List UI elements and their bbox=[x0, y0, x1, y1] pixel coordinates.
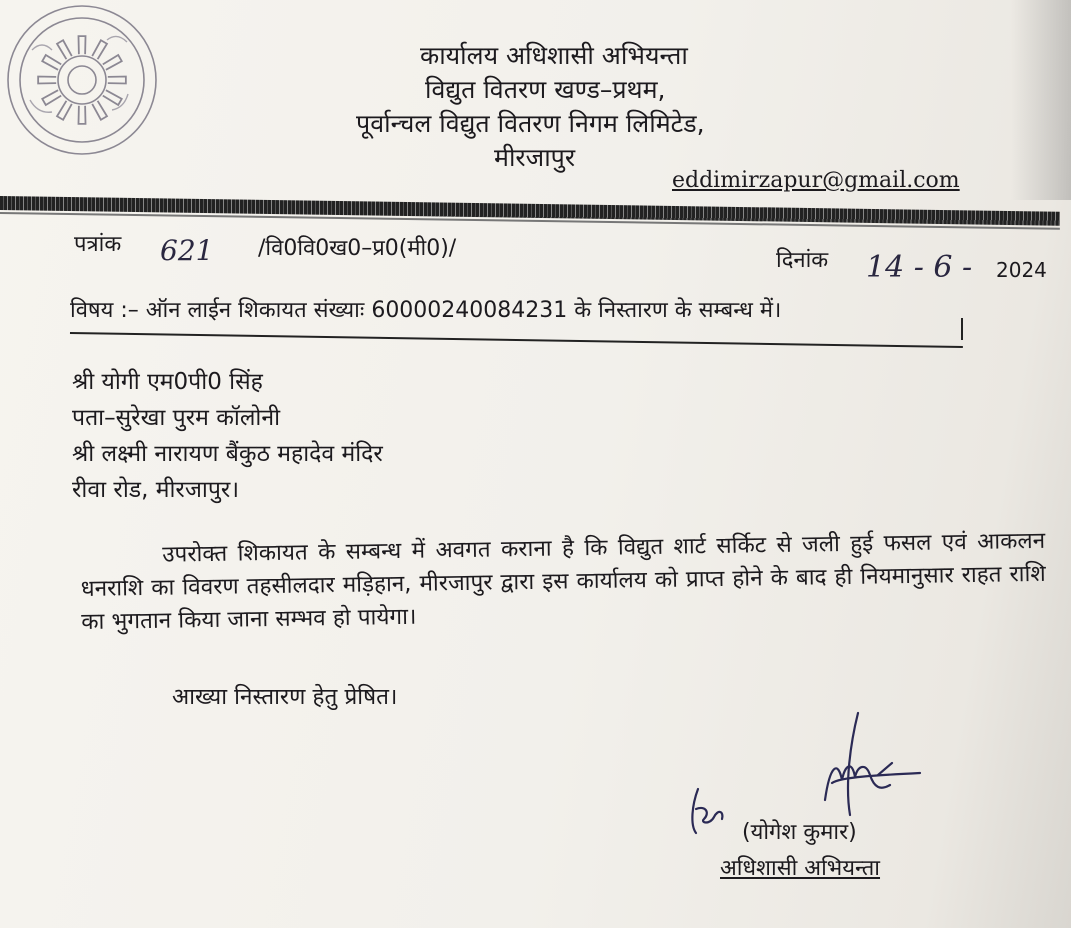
reference-number: 621 bbox=[160, 234, 214, 267]
seal-gear-tooth bbox=[42, 55, 61, 70]
header-company: पूर्वान्चल विद्युत वितरण निगम लिमिटेड, bbox=[356, 109, 705, 138]
signatory-title: अधिशासी अभियन्ता bbox=[720, 856, 881, 881]
header-division: विद्युत वितरण खण्ड–प्रथम, bbox=[425, 75, 666, 104]
office-seal-gear-icon bbox=[2, 0, 160, 160]
reference-code: /वि0वि0ख0–प्र0(मी0)/ bbox=[258, 236, 457, 261]
body-closing: आख्या निस्तारण हेतु प्रेषित। bbox=[172, 684, 398, 710]
seal-gear-tooth bbox=[57, 40, 72, 59]
page-corner-shadow bbox=[1011, 0, 1071, 200]
seal-gear-tooth bbox=[38, 76, 56, 83]
seal-gear-tooth bbox=[92, 101, 107, 120]
header-email: eddimirzapur@gmail.com bbox=[672, 168, 960, 193]
header-office-title: कार्यालय अधिशासी अभियन्ता bbox=[420, 41, 688, 70]
seal-gear-tooth bbox=[103, 90, 122, 105]
seal-gear-tooth bbox=[78, 36, 85, 54]
recipient-name: श्री योगी एम0पी0 सिंह bbox=[72, 369, 263, 395]
recipient-address-3: रीवा रोड, मीरजापुर। bbox=[72, 477, 240, 503]
date-label: दिनांक bbox=[776, 248, 829, 273]
subject-end-mark bbox=[961, 318, 963, 340]
header-city: मीरजापुर bbox=[494, 143, 576, 172]
recipient-address-1: पता–सुरेखा पुरम कॉलोनी bbox=[72, 405, 281, 431]
seal-gear-tooth bbox=[92, 40, 107, 59]
reference-label: पत्रांक bbox=[74, 232, 122, 257]
body-paragraph: उपरोक्त शिकायत के सम्बन्ध में अवगत कराना है कि विद्युत शार्ट सर्किट से जली हुई फसल एवं आकलन धनराशि का विवरण तहसीलदार मड़िहान, मीरजापुर द्वारा इस कार्यालय को प्राप्त होने के बाद ही नियमानुसार राहत राशि का भुगतान किया जाना सम्भव हो पायेगा। bbox=[80, 527, 1046, 635]
seal-gear-tooth bbox=[103, 55, 122, 70]
date-year: 2024 bbox=[996, 258, 1047, 282]
date-handwritten: 14 - 6 - bbox=[866, 250, 973, 285]
seal-gear-tooth bbox=[108, 76, 126, 83]
seal-gear-tooth bbox=[57, 101, 72, 120]
recipient-address-2: श्री लक्ष्मी नारायण बैंकुठ महादेव मंदिर bbox=[72, 441, 383, 467]
seal-gear-tooth bbox=[78, 106, 85, 124]
subject-line: विषय :– ऑन लाईन शिकायत संख्याः 60000240084231 के निस्तारण के सम्बन्ध में। bbox=[70, 298, 782, 323]
seal-gear-tooth bbox=[42, 90, 61, 105]
signatory-name: (योगेश कुमार) bbox=[742, 820, 857, 845]
